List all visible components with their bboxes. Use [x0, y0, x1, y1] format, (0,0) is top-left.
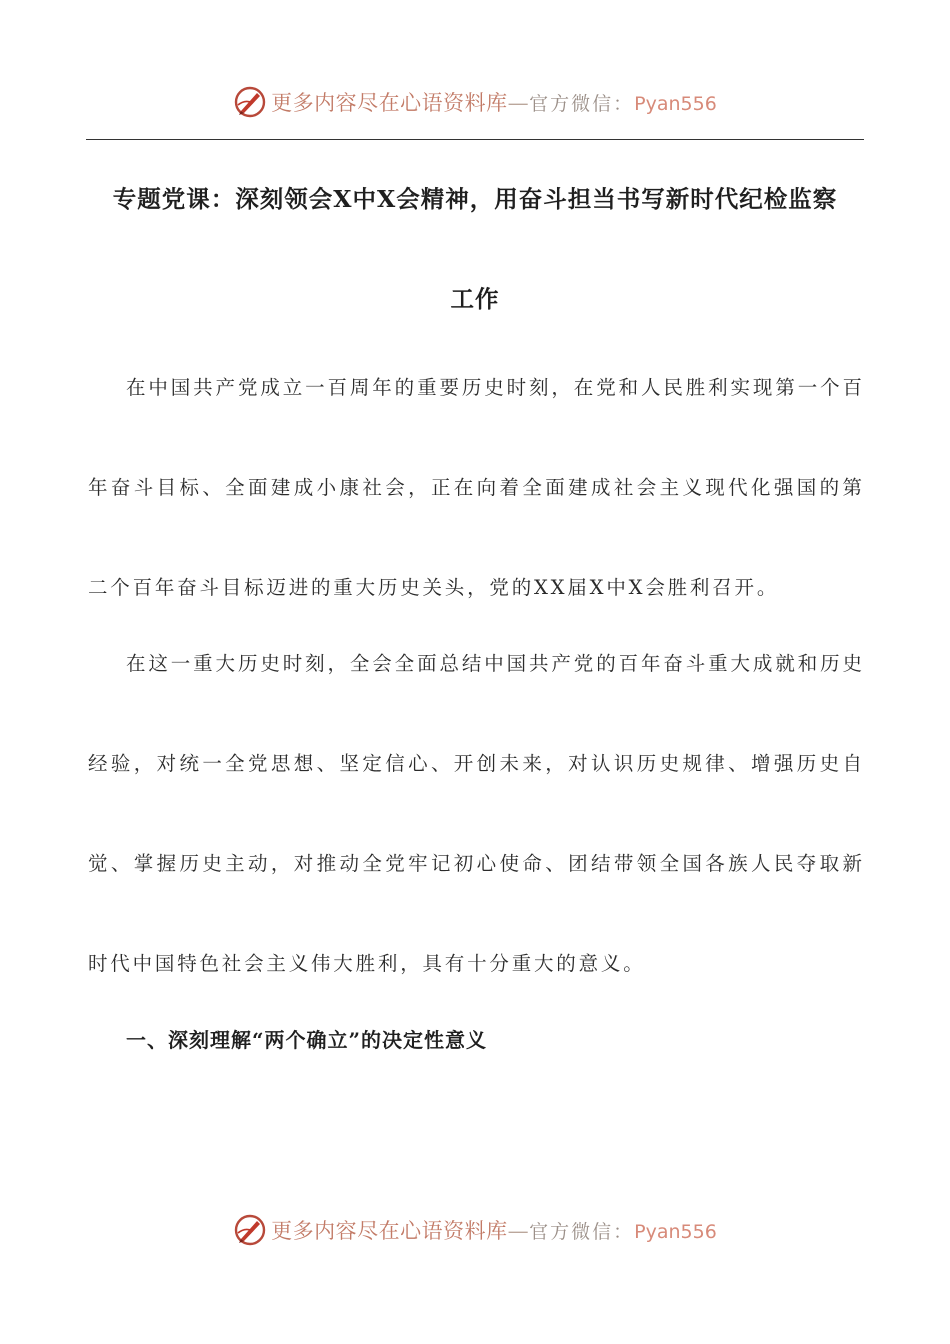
paragraph-1-line-2: 年奋斗目标、全面建成小康社会，正在向着全面建成社会主义现代化强国的第 [88, 476, 862, 499]
watermark-text: 更多内容尽在心语资料库—官方微信：Pyan556 [271, 1219, 717, 1243]
footer-watermark [0, 1210, 950, 1250]
paragraph-2-line-3: 觉、掌握历史主动，对推动全党牢记初心使命、团结带领全国各族人民夺取新 [88, 852, 862, 875]
header-watermark [0, 82, 950, 122]
paragraph-1-line-1: 在中国共产党成立一百周年的重要历史时刻，在党和人民胜利实现第一个百 [126, 376, 862, 399]
section-heading: 一、深刻理解“两个确立”的决定性意义 [126, 1028, 488, 1052]
document-title-line-1: 专题党课：深刻领会X中X会精神，用奋斗担当书写新时代纪检监察 [112, 185, 838, 213]
pen-logo-icon [233, 85, 267, 119]
paragraph-1-line-3: 二个百年奋斗目标迈进的重大历史关头，党的XX届X中X会胜利召开。 [88, 576, 780, 599]
paragraph-2-line-4: 时代中国特色社会主义伟大胜利，具有十分重大的意义。 [88, 952, 646, 975]
paragraph-2-line-1: 在这一重大历史时刻，全会全面总结中国共产党的百年奋斗重大成就和历史 [126, 652, 862, 675]
watermark-text: 更多内容尽在心语资料库—官方微信：Pyan556 [271, 91, 717, 115]
document-title-line-2: 工作 [450, 285, 500, 313]
paragraph-2-line-2: 经验，对统一全党思想、坚定信心、开创未来，对认识历史规律、增强历史自 [88, 752, 862, 775]
header-divider [86, 139, 864, 140]
pen-logo-icon [233, 1213, 267, 1247]
